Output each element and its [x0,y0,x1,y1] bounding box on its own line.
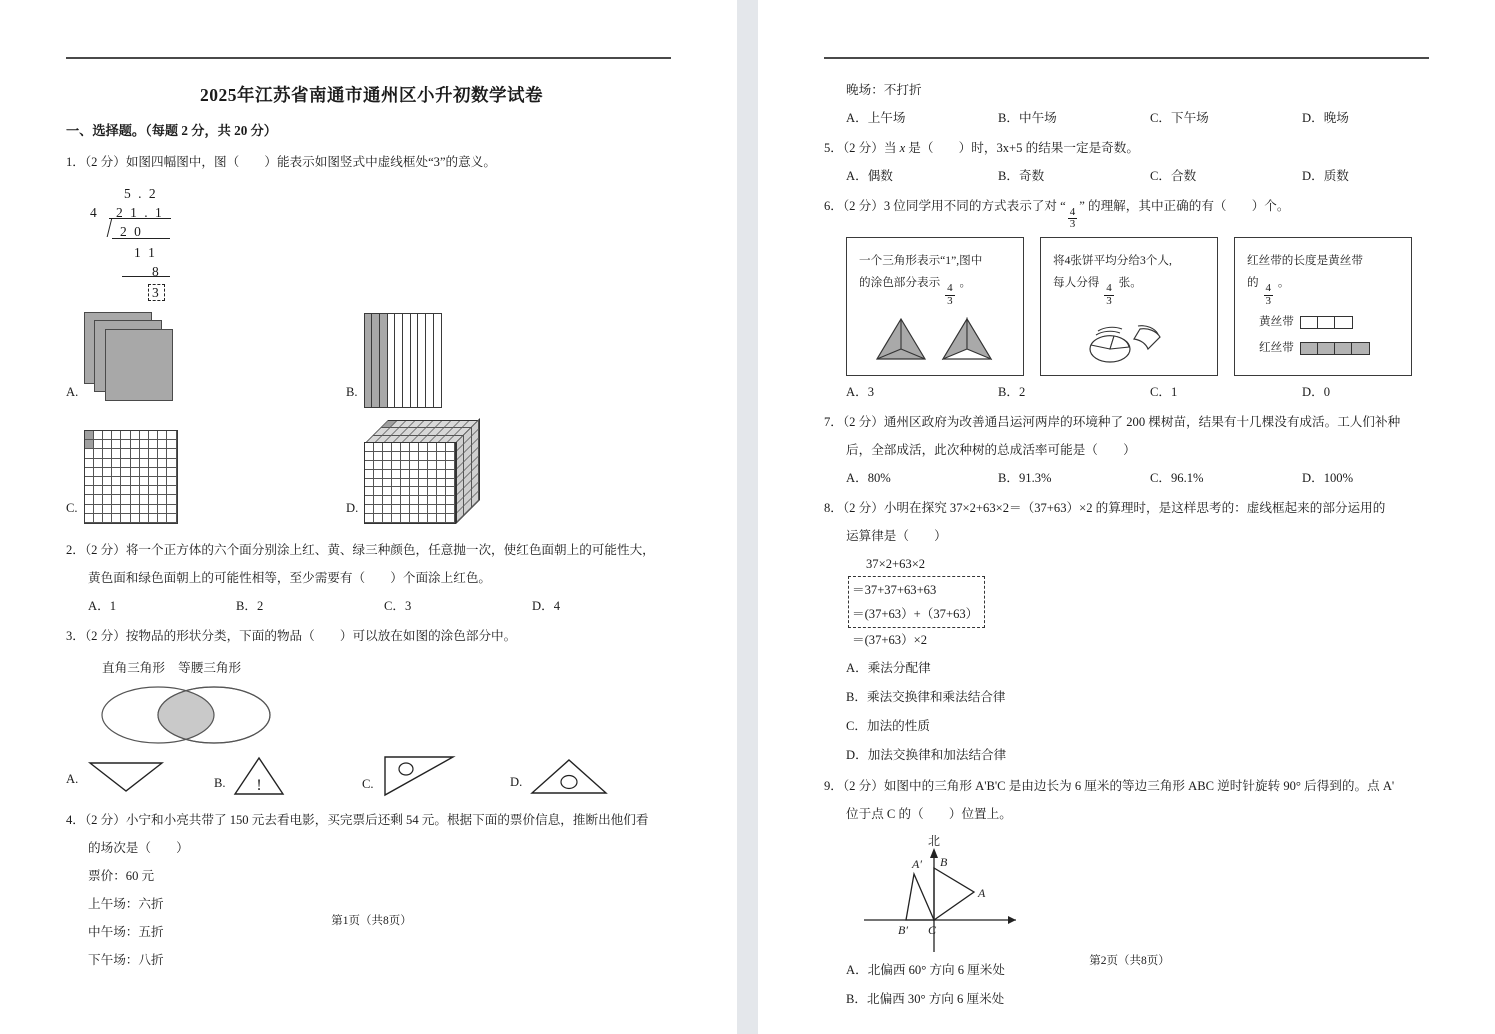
venn-left-label: 直角三角形 [102,661,165,675]
q8-option-c[interactable]: C．加法的性质 [846,719,930,734]
calc-line-1: 37×2+63×2 [866,557,926,572]
q6-fraction [1068,207,1078,231]
question-1-option-a[interactable] [66,312,346,408]
calc-line-3: ＝(37+63）+（37+63） [852,607,979,622]
question-1-option-c[interactable] [66,430,346,524]
division-step-1: 2 0 [120,224,143,239]
q3-option-d[interactable] [510,756,658,796]
page-2 [758,0,1495,1034]
q3-option-d-label: D. [510,775,523,789]
question-2 [66,536,677,620]
ticket-evening: 晚场：不打折 [846,83,922,97]
question-4 [66,806,677,974]
question-3-text: 3．（2 分）按物品的形状分类，下面的物品（ ）可以放在如图的涂色部分中。 [66,629,517,643]
question-3 [66,622,677,798]
q6-box-3-frac-num: 4 [1265,281,1271,294]
q7-option-c[interactable]: C．96.1% [1150,471,1204,486]
q4-option-c[interactable]: C．下午场 [1150,111,1209,125]
question-8-options [824,654,1435,770]
long-division-figure [86,180,206,306]
question-4-line-1: 4．（2 分）小宁和小亮共带了 150 元去看电影，买完票后还剩 54 元。根据下面的票价信息，推断出他们看 [66,813,649,827]
question-9-line-2: 位于点 C 的（ ）位置上。 [846,807,1012,822]
question-1-text: 1．（2 分）如图四幅图中，图（ ）能表示如图竖式中虚线框处“3”的意义。 [66,155,496,169]
stacked-squares-icon [84,312,184,408]
q7-option-b[interactable]: B．91.3% [998,471,1052,486]
question-1 [66,148,677,524]
q6-box-1-line-1: 一个三角形表示“1”,图中 [859,254,983,268]
header-rule-page-1 [66,57,671,59]
label-b-prime: B′ [898,923,908,938]
option-d-label: D. [346,501,359,515]
q6-text-b: ” 的理解，其中正确的有（ ）个。 [1079,199,1290,213]
q9-option-a[interactable]: A．北偏西 60° 方向 6 厘米处 [846,963,1005,978]
q6-box-2-text [1053,250,1205,307]
q3-option-a[interactable] [66,759,214,793]
q6-box-2-line-2 [1053,272,1205,307]
q4-option-a[interactable]: A．上午场 [846,111,906,125]
pie-pieces-icon [1074,313,1184,365]
question-6-statement-boxes [846,237,1435,376]
yellow-ribbon-bar [1300,316,1353,329]
option-b-label: B. [346,385,358,399]
q2-option-b[interactable]: B．2 [236,599,264,613]
red-ribbon-label: 红丝带 [1259,341,1294,355]
q8-option-b[interactable]: B．乘法交换律和乘法结合律 [846,690,1006,705]
q6-box-1-frac-num: 4 [947,281,953,294]
q6-box-3-fraction [1264,283,1274,307]
q6-box-2-frac-den: 3 [1106,294,1112,307]
calc-dashed-box [848,576,985,628]
q9-option-b[interactable]: B．北偏西 30° 方向 6 厘米处 [846,992,1005,1007]
q7-option-d[interactable]: D．100% [1302,471,1354,486]
q5-option-c[interactable]: C．合数 [1150,169,1197,183]
q8-option-a[interactable]: A．乘法分配律 [846,661,931,676]
question-9-line-1: 9．（2 分）如图中的三角形 A'B'C 是由边长为 6 厘米的等边三角形 ABC 逆时针旋转 90° 后得到的。点 A' [824,779,1395,794]
q3-option-a-label: A. [66,772,79,786]
q2-option-d[interactable]: D．4 [532,599,560,613]
page-1 [0,0,737,1034]
calc-line-4: ＝(37+63）×2 [852,633,928,648]
coordinate-triangles-icon [864,834,1044,954]
q3-option-c-label: C. [362,777,374,791]
q4-option-d[interactable]: D．晚场 [1302,111,1349,125]
division-divisor: 4 [90,205,99,220]
page-title: 2025年江苏省南通市通州区小升初数学试卷 [200,85,543,105]
question-1-options-row-2 [66,420,677,524]
q4-option-b[interactable]: B．中午场 [998,111,1057,125]
question-2-options [66,592,677,620]
q7-option-a[interactable]: A．80% [846,471,891,486]
question-1-option-d[interactable] [346,420,482,524]
q6-box-2-fraction [1104,283,1114,307]
q6-frac-num: 4 [1069,205,1076,218]
page-1-footer: 第1页（共8页） [331,915,412,927]
question-7-options [824,464,1435,492]
question-1-option-b[interactable] [346,313,442,408]
q2-option-c[interactable]: C．3 [384,599,412,613]
question-6-options [824,378,1435,406]
division-quotient: 5 . 2 [124,186,158,201]
q6-box-1 [846,237,1024,376]
question-2-line-2: 黄色面和绿色面朝上的可能性相等，至少需要有（ ）个面涂上红色。 [88,571,491,585]
question-3-options [66,754,677,798]
label-c: C [928,923,937,938]
question-5 [824,134,1435,190]
q6-option-c[interactable]: C．1 [1150,385,1178,400]
ticket-morning: 上午场：六折 [88,897,164,911]
q6-box-2-frac-num: 4 [1106,281,1112,294]
question-1-options-row-1 [66,312,677,408]
q6-box-1-text [859,250,1011,307]
q3-option-b[interactable] [214,755,362,797]
cube-grid-icon [364,420,482,524]
q6-box-2-line-1: 将4张饼平均分给3个人, [1053,254,1172,268]
q6-box-3-line-1: 红丝带的长度是黄丝带 [1247,254,1363,268]
ticket-noon: 中午场：五折 [88,925,164,939]
label-b: B [940,855,948,870]
rotation-diagram [864,834,1435,954]
question-4-continued [824,76,1435,132]
question-4-options [824,104,1435,132]
question-7-line-2: 后，全部成活，此次种树的总成活率可能是（ ） [846,443,1136,458]
yellow-ribbon-row [1247,311,1399,333]
question-7-line-1: 7．（2 分）通州区政府为改善通吕运河两岸的环境种了 200 棵树苗，结果有十几棵没有成活。工人们补种 [824,415,1401,430]
q6-text-a: 6．（2 分）3 位同学用不同的方式表示了对 “ [824,199,1066,213]
option-a-label: A. [66,385,79,399]
hundred-grid-icon [84,430,178,524]
q5-variable: x [899,141,906,155]
north-label: 北 [927,834,941,849]
q5-text-a: 5．（2 分）当 [824,141,900,155]
option-c-label: C. [66,501,78,515]
q6-box-3-frac-den: 3 [1265,294,1271,307]
q2-option-a[interactable]: A．1 [88,599,116,613]
label-a: A [978,886,986,901]
q6-box-2-line-2b: 张。 [1115,276,1142,290]
question-9 [824,772,1435,1014]
right-triangle-sign-icon [380,754,458,798]
q6-box-2 [1040,237,1218,376]
question-5-options [824,162,1435,190]
q6-option-a[interactable]: A．3 [846,385,874,400]
q6-box-2-line-2a: 每人分得 [1053,276,1103,290]
svg-text:!: ! [255,777,262,794]
ticket-price: 票价：60 元 [88,869,155,883]
venn-circles-icon [96,684,276,746]
isosceles-triangle-sign-icon [528,756,610,796]
venn-right-label: 等腰三角形 [178,661,242,675]
section-heading: 一、选择题。（每题 2 分，共 20 分） [66,123,277,138]
division-dividend: 2 1 . 1 [116,205,164,220]
question-2-line-1: 2．（2 分）将一个正方体的六个面分别涂上红、黄、绿三种颜色，任意抛一次，使红色面朝上的可能性大， [66,543,655,557]
question-5-text [824,134,1435,162]
ticket-afternoon: 下午场：八折 [88,953,164,967]
q6-box-3-line-2a: 的 [1247,276,1262,290]
warning-triangle-icon [232,755,286,797]
calc-line-2: ＝37+37+63+63 [852,583,937,598]
q6-box-1-line-2 [859,272,1011,307]
question-6-text [824,192,1435,231]
question-8-calculation [848,552,1435,652]
question-8-line-2: 运算律是（ ） [846,529,947,544]
q6-frac-den: 3 [1069,218,1076,231]
question-8-line-1: 8．（2 分）小明在探究 37×2+63×2＝（37+63）×2 的算理时，是这样思考的：虚线框起来的部分运用的 [824,501,1386,516]
question-6 [824,192,1435,406]
division-step-3: 8 [152,264,161,279]
page-2-footer: 第2页（共8页） [1089,955,1170,968]
q3-option-c[interactable] [362,754,510,798]
q8-option-d[interactable]: D．加法交换律和加法结合律 [846,748,1007,763]
question-4-line-2: 的场次是（ ） [88,841,189,855]
page-divider [737,0,758,1034]
q6-box-3 [1234,237,1412,376]
division-remainder-boxed: 3 [148,284,165,301]
venn-diagram [96,654,396,746]
vertical-strips-icon [364,313,442,408]
question-7 [824,408,1435,492]
division-step-2: 1 1 [134,245,157,260]
q5-option-d[interactable]: D．质数 [1302,169,1349,183]
yellow-ribbon-label: 黄丝带 [1259,315,1294,329]
red-ribbon-bar [1300,342,1370,355]
q3-option-b-label: B. [214,776,226,790]
q6-option-b[interactable]: B．2 [998,385,1026,400]
q6-box-1-frac-den: 3 [947,294,953,307]
division-hline-2 [122,276,170,277]
q6-box-1-line-2a: 的涂色部分表示 [859,276,944,290]
two-triangles-icon [875,313,995,365]
label-a-prime: A′ [912,857,922,872]
q5-option-a[interactable]: A．偶数 [846,169,893,183]
header-rule-page-2 [824,57,1429,59]
q6-box-3-line-2 [1247,272,1399,307]
triangle-down-icon [84,759,168,793]
q5-option-b[interactable]: B．奇数 [998,169,1045,183]
red-ribbon-row [1247,337,1399,359]
q6-option-d[interactable]: D．0 [1302,385,1330,400]
venn-labels [96,654,396,682]
q5-text-b: 是（ ）时，3x+5 的结果一定是奇数。 [905,141,1139,155]
question-8 [824,494,1435,770]
q6-box-1-fraction [945,283,955,307]
q6-box-3-line-2b: 。 [1275,276,1290,290]
q6-box-1-line-2b: 。 [956,276,972,290]
